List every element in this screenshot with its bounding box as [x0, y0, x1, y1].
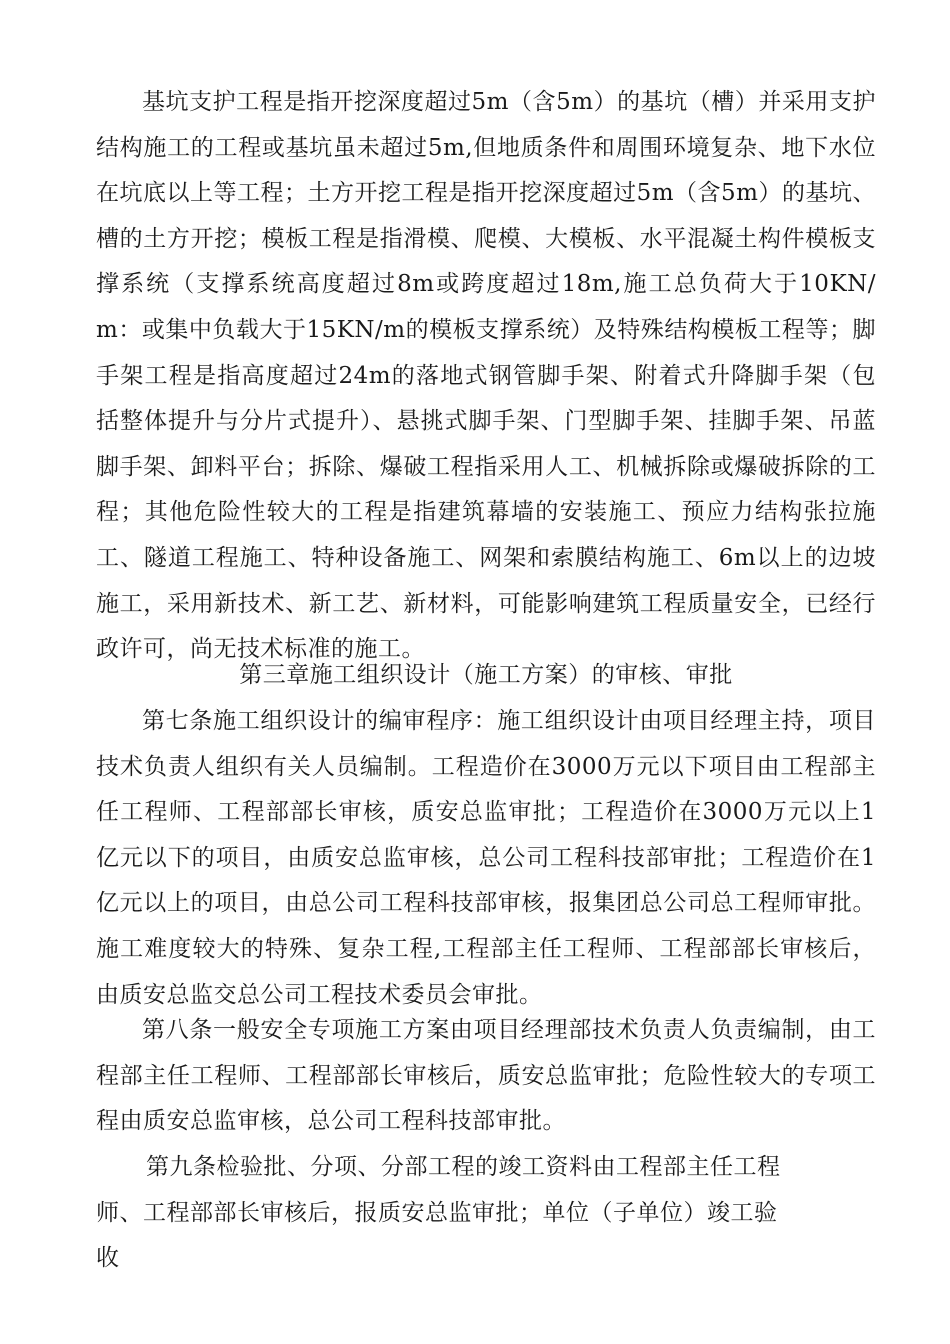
article-7-paragraph: 第七条施工组织设计的编审程序：施工组织设计由项目经理主持，项目技术负责人组织有关人员编制。工程造价在3000万元以下项目由工程部主任工程师、工程部部长审核，质安总监审批；工程造价在3000万元以上1亿元以下的项目，由质安总监审核，总公司工程科技部审批；工程造价在1亿元以上的项目，由总公司工程科技部审核，报集团总公司总工程师审批。施工难度较大的特殊、复杂工程,工程部主任工程师、工程部部长审核后，由质安总监交总公司工程技术委员会审批。: [96, 708, 876, 1008]
article-8-paragraph: 第八条一般安全专项施工方案由项目经理部技术负责人负责编制，由工程部主任工程师、工程部部长审核后，质安总监审批；危险性较大的专项工程由质安总监审核，总公司工程科技部审批。: [96, 1017, 876, 1135]
chapter-heading: 第三章施工组织设计（施工方案）的审核、审批: [239, 662, 733, 688]
body-paragraph: 基坑支护工程是指开挖深度超过5m（含5m）的基坑（槽）并采用支护结构施工的工程或基坑虽未超过5m,但地质条件和周围环境复杂、地下水位在坑底以上等工程；土方开挖工程是指开挖深度超过5m（含5m）的基坑、槽的土方开挖；模板工程是指滑模、爬模、大模板、水平混凝土构件模板支撑系统（支撑系统高度超过8m或跨度超过18m,施工总负荷大于10KN/m：或集中负载大于15KN/m的模板支撑系统）及特殊结构模板工程等；脚手架工程是指高度超过24m的落地式钢管脚手架、附着式升降脚手架（包括整体提升与分片式提升）、悬挑式脚手架、门型脚手架、挂脚手架、吊蓝脚手架、卸料平台；拆除、爆破工程指采用人工、机械拆除或爆破拆除的工程；其他危险性较大的工程是指建筑幕墙的安装施工、预应力结构张拉施工、隧道工程施工、特种设备施工、网架和索膜结构施工、6m以上的边坡施工，采用新技术、新工艺、新材料，可能影响建筑工程质量安全，已经行政许可，尚无技术标准的施工。: [96, 89, 876, 663]
article-9-paragraph: 第九条检验批、分项、分部工程的竣工资料由工程部主任工程师、工程部部长审核后，报质安总监审批；单位（子单位）竣工验收: [96, 1154, 781, 1272]
